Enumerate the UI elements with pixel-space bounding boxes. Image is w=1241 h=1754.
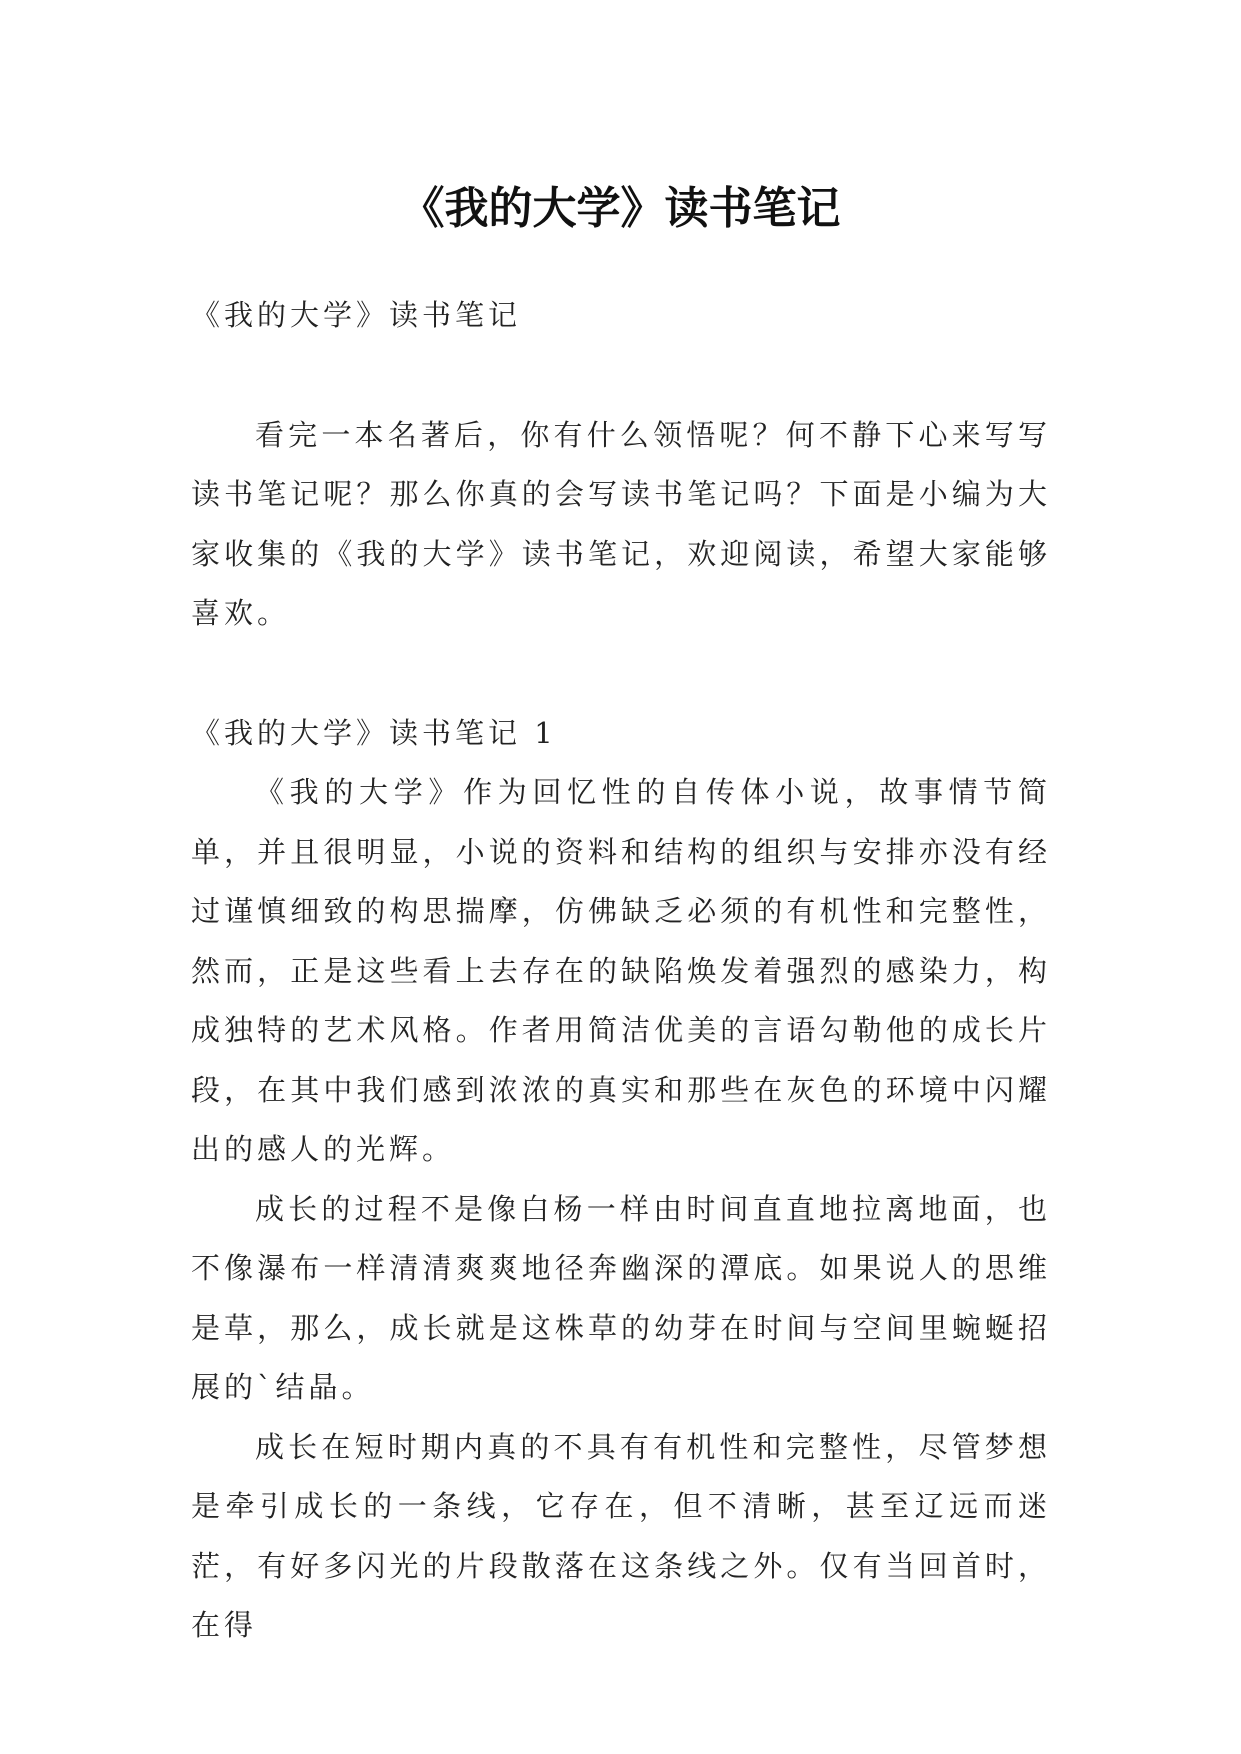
document-title: 《我的大学》读书笔记 [400, 183, 841, 235]
body-paragraph: 成长的过程不是像白杨一样由时间直直地拉离地面，也不像瀑布一样清清爽爽地径奔幽深的潭底。如果说人的思维是草，那么，成长就是这株草的幼芽在时间与空间里蜿蜒招展的`结晶。 [191, 1191, 1051, 1404]
document-body [191, 286, 1051, 1656]
section-heading: 《我的大学》读书笔记 1 [191, 715, 557, 750]
body-paragraph: 成长在短时期内真的不具有有机性和完整性，尽管梦想是牵引成长的一条线，它存在，但不清晰，甚至辽远而迷茫，有好多闪光的片段散落在这条线之外。仅有当回首时，在得 [191, 1429, 1051, 1642]
document-subtitle: 《我的大学》读书笔记 [191, 298, 522, 332]
intro-paragraph: 看完一本名著后，你有什么领悟呢？何不静下心来写写读书笔记呢？那么你真的会写读书笔记吗？下面是小编为大家收集的《我的大学》读书笔记，欢迎阅读，希望大家能够喜欢。 [191, 417, 1051, 630]
body-paragraph: 《我的大学》作为回忆性的自传体小说，故事情节简单，并且很明显，小说的资料和结构的组织与安排亦没有经过谨慎细致的构思揣摩，仿佛缺乏必须的有机性和完整性，然而，正是这些看上去存在的缺陷焕发着强烈的感染力，构成独特的艺术风格。作者用简洁优美的言语勾勒他的成长片段，在其中我们感到浓浓的真实和那些在灰色的环境中闪耀出的感人的光辉。 [191, 775, 1051, 1166]
